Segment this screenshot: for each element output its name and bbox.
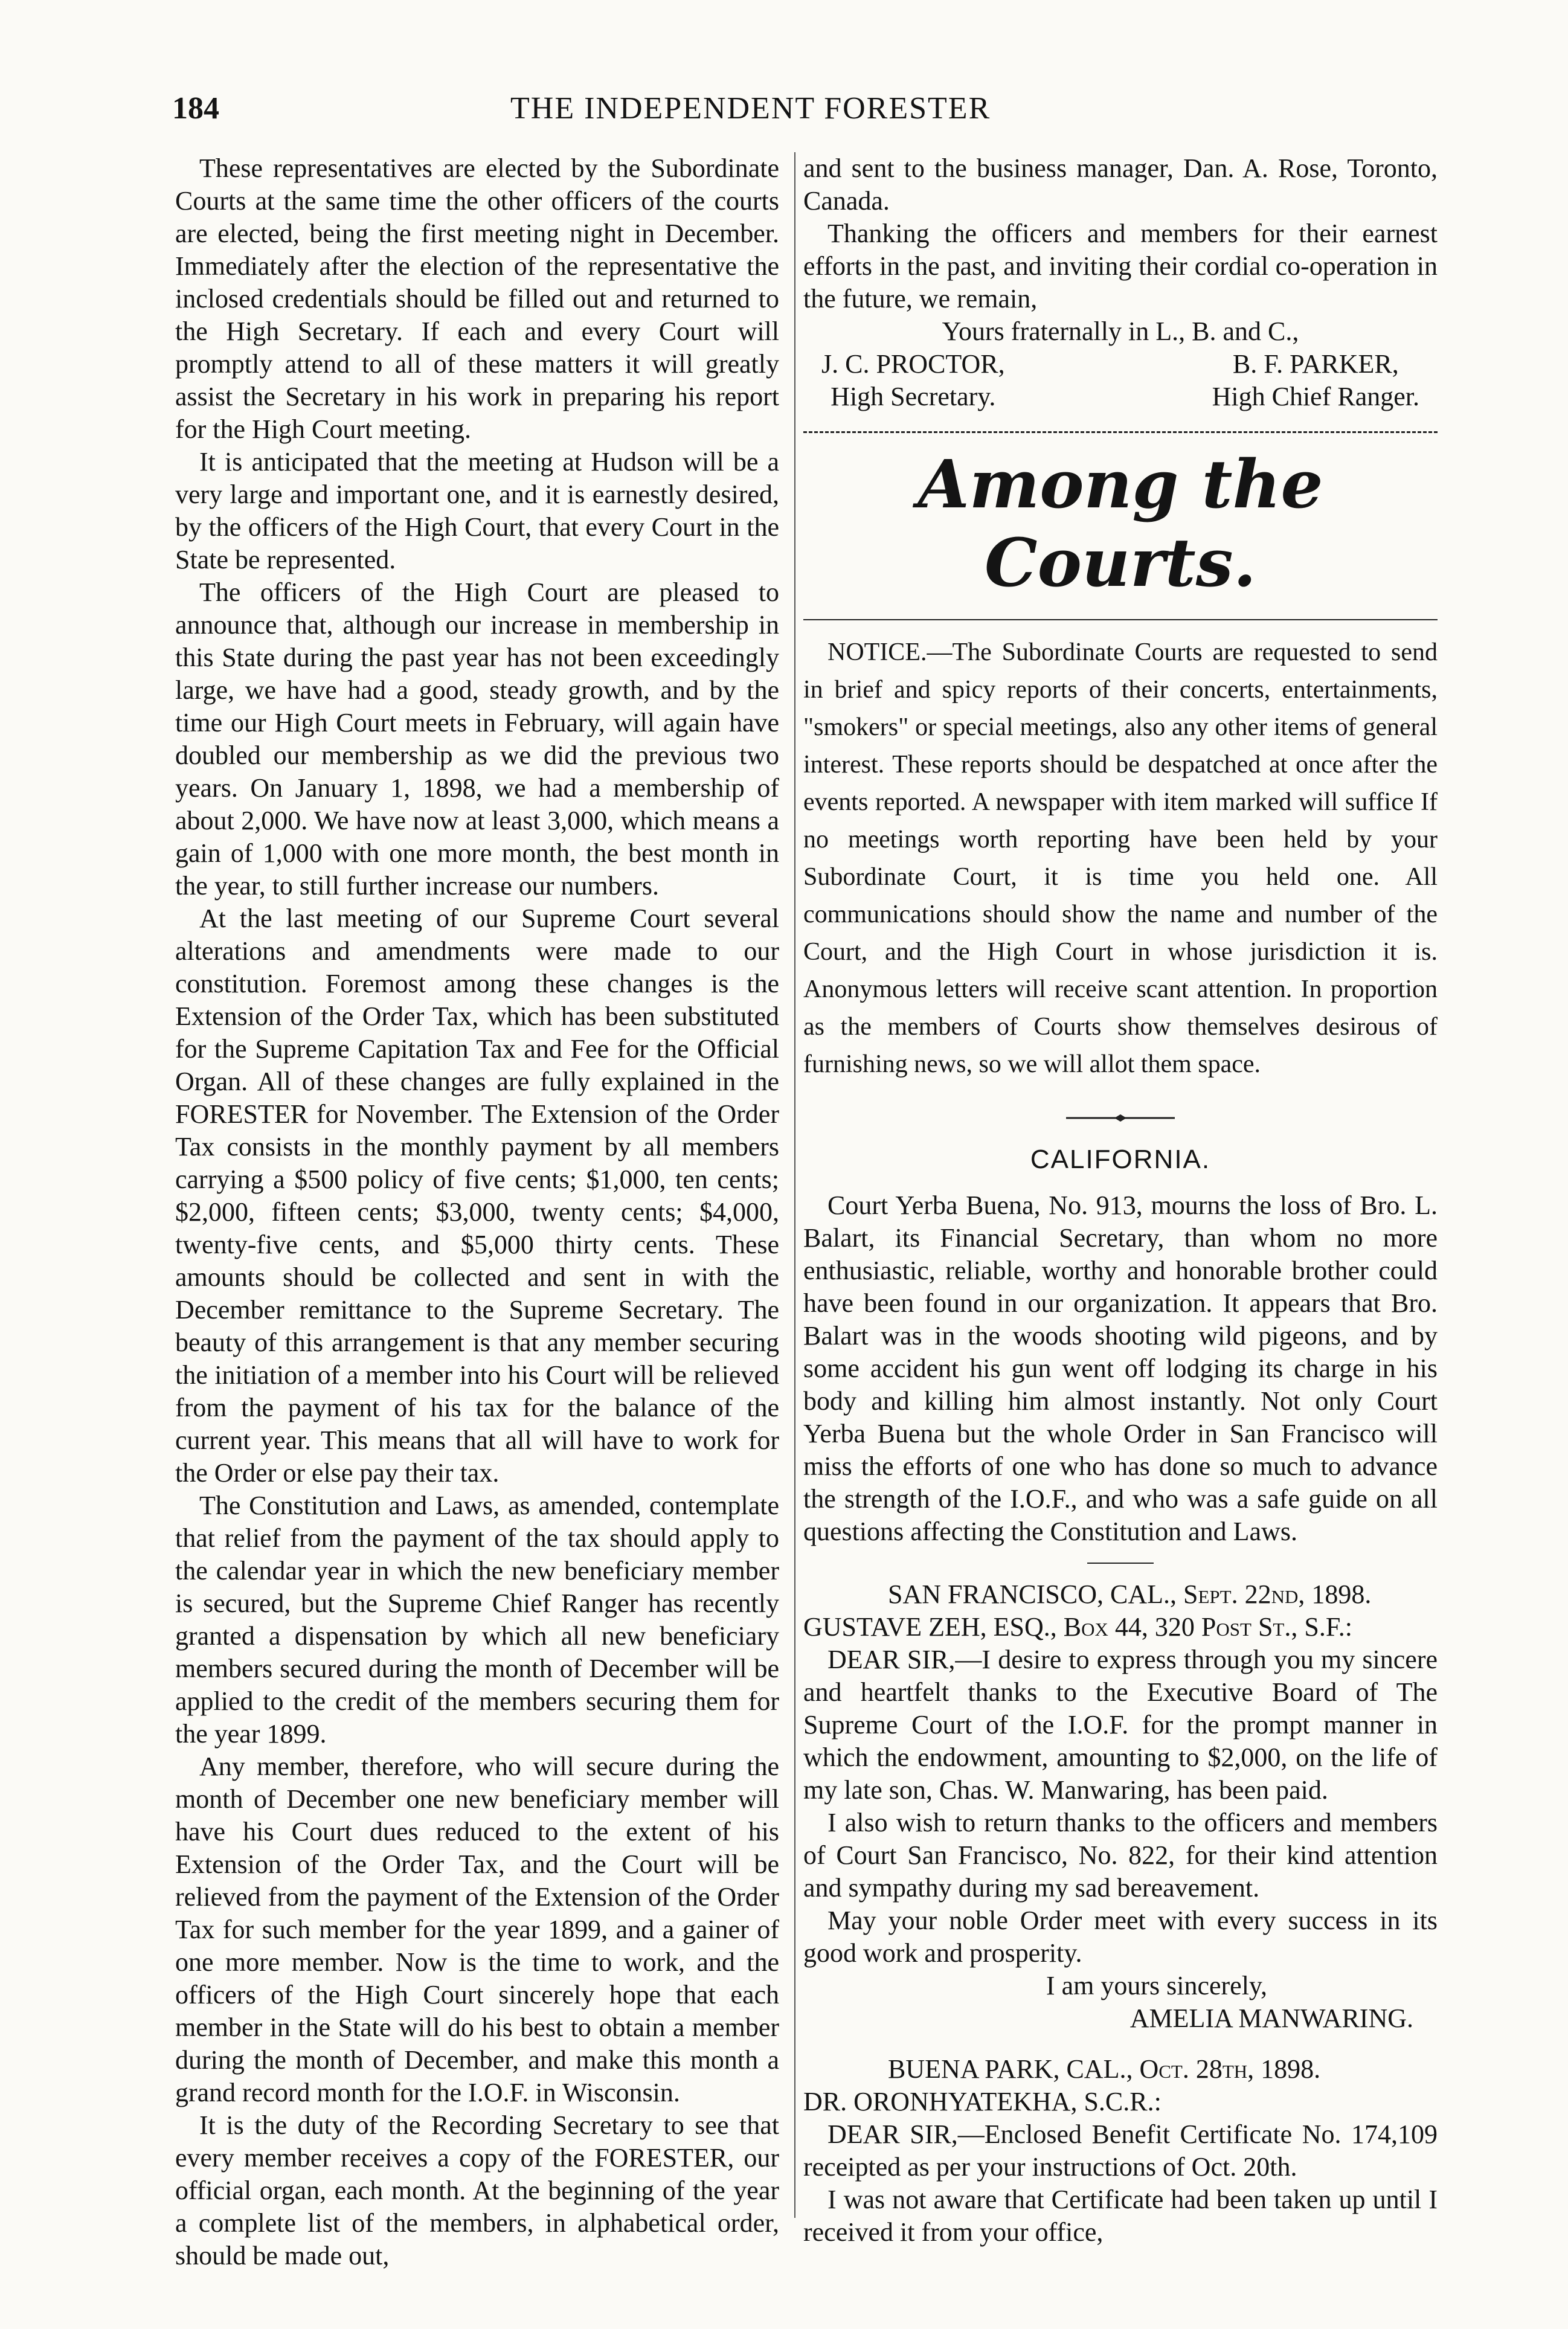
signer-title: High Secretary. bbox=[831, 382, 996, 411]
article-paragraph: It is anticipated that the meeting at Hudson will be a very large and important one, and it is earnestly desired, by the officers of the High Court, that every Court in the State be represented. bbox=[175, 447, 779, 574]
letter-paragraph: I was not aware that Certificate had been taken up until I received it from your office, bbox=[803, 2185, 1438, 2247]
letter-paragraph: DEAR SIR,—Enclosed Benefit Certificate No. 174,109 receipted as per your instructions of Oct. 20th. bbox=[803, 2119, 1438, 2182]
article-paragraph: The Constitution and Laws, as amended, contemplate that relief from the payment of the tax should apply to the calendar year in which the new beneficiary member is secured, but the Supreme Chief Ranger has recently granted a dispensation by which all new beneficiary members secured during the month of December will be applied to the credit of the members securing them for the year 1899. bbox=[175, 1491, 779, 1749]
letter-address: DR. ORONHYATEKHA, S.C.R.: bbox=[803, 2087, 1162, 2116]
article-paragraph: At the last meeting of our Supreme Court several alterations and amendments were made to our constitution. Foremost among these changes is the Extension of the Order Tax, which has been substituted for the Supreme Capitation Tax and Fee for the Official Organ. All of these changes are fully explained in the FORESTER for November. The Extension of the Order Tax consists in the monthly payment by all members carrying a $500 policy of five cents; $1,000, ten cents; $2,000, fifteen cents; $3,000, twenty cents; $4,000, twenty-five cents, and $5,000 thirty cents. These amounts should be collected and sent in with the December remittance to the Supreme Secretary. The beauty of this arrangement is that any member securing the initiation of a member into his Court will be relieved from the payment of his tax for the balance of the current year. This means that all will have to work for the Order or else pay their tax. bbox=[175, 904, 779, 1488]
signer-proctor bbox=[821, 348, 1005, 413]
letter-address: GUSTAVE ZEH, ESQ., Box 44, 320 Post St., S.F.: bbox=[803, 1612, 1352, 1642]
signature-block bbox=[803, 348, 1438, 413]
thanks-paragraph: Thanking the officers and members for their earnest efforts in the past, and inviting their cordial co-operation in the future, we remain, bbox=[803, 219, 1438, 313]
notice-paragraph: NOTICE.—The Subordinate Courts are requested to send in brief and spicy reports of their concerts, entertainments, "smokers" or special meetings, also any other items of general interest. These reports should be despatched at once after the events reported. A newspaper with item marked will suffice If no meetings worth reporting have been held by your Subordinate Court, it is time you held one. All communications should show the name and number of the Court, and the High Court in whose jurisdiction it is. Anonymous letters will receive scant attention. In proportion as the members of Courts show themselves desirous of furnishing news, so we will allot them space. bbox=[803, 638, 1438, 1078]
signer-parker bbox=[1212, 348, 1419, 413]
column-divider bbox=[794, 152, 795, 2218]
continued-paragraph: and sent to the business manager, Dan. A. Rose, Toronto, Canada. bbox=[803, 153, 1438, 216]
report-paragraph: Court Yerba Buena, No. 913, mourns the loss of Bro. L. Balart, its Financial Secretary, than whom no more enthusiastic, reliable, worthy and honorable brother could have been found in our organization. It appears that Bro. Balart was in the woods shooting wild pigeons, and by some accident his gun went off lodging its charge in his body and killing him almost instantly. Not only Court Yerba Buena but the whole Order in San Francisco will miss the efforts of one who has done so much to advance the strength of the I.O.F., and who was a safe guide on all questions affecting the Constitution and Laws. bbox=[803, 1190, 1438, 1546]
letter-paragraph: May your noble Order meet with every success in its good work and prosperity. bbox=[803, 1906, 1438, 1968]
article-paragraph: Any member, therefore, who will secure during the month of December one new beneficiary member will have his Court dues reduced to the extent of his Extension of the Order Tax, and the Court will be relieved from the payment of the Extension of the Order Tax for such member for the year 1899, and a gainer of one more member. Now is the time to work, and the officers of the High Court sincerely hope that each member in the State will do his best to obtain a member during the month of December, and make this month a grand record month for the I.O.F. in Wisconsin. bbox=[175, 1752, 779, 2107]
ornament-divider bbox=[803, 1100, 1438, 1132]
letter-dateline: SAN FRANCISCO, CAL., Sept. 22nd, 1898. bbox=[888, 1579, 1372, 1609]
page-number: 184 bbox=[172, 91, 219, 126]
section-rule bbox=[803, 619, 1438, 620]
left-column bbox=[175, 152, 779, 2272]
letter-closing: I am yours sincerely, bbox=[1046, 1971, 1268, 2000]
journal-title: THE INDEPENDENT FORESTER bbox=[510, 91, 991, 126]
section-rule bbox=[803, 431, 1438, 433]
letter-dateline: BUENA PARK, CAL., Oct. 28th, 1898. bbox=[888, 2054, 1321, 2084]
letter-signature: AMELIA MANWARING. bbox=[1129, 2003, 1413, 2033]
short-rule bbox=[1087, 1563, 1154, 1564]
section-title: Among the Courts. bbox=[917, 445, 1323, 602]
signer-name: J. C. PROCTOR, bbox=[821, 349, 1005, 379]
article-paragraph: These representatives are elected by the Subordinate Courts at the same time the other officers of the courts are elected, being the first meeting night in December. Immediately after the election of the representative the inclosed credentials should be filled out and returned to the High Secretary. If each and every Court will promptly attend to all of these matters it will greatly assist the Secretary in his work in preparing his report for the High Court meeting. bbox=[175, 153, 779, 444]
right-column bbox=[803, 152, 1438, 2249]
signer-name: B. F. PARKER, bbox=[1232, 349, 1399, 379]
letter-paragraph: I also wish to return thanks to the officers and members of Court San Francisco, No. 822, for their kind attention and sympathy during my sad bereavement. bbox=[803, 1808, 1438, 1903]
signer-title: High Chief Ranger. bbox=[1212, 382, 1419, 411]
closing-line: Yours fraternally in L., B. and C., bbox=[942, 316, 1299, 346]
article-paragraph: The officers of the High Court are pleased to announce that, although our increase in membership in this State during the past year has not been exceedingly large, we have had a good, steady growth, and by the time our High Court meets in February, will again have doubled our membership as we did the previous two years. On January 1, 1898, we had a membership of about 2,000. We have now at least 3,000, which means a gain of 1,000 with one more month, the best month in the year, to still further increase our numbers. bbox=[175, 577, 779, 901]
letter-paragraph: DEAR SIR,—I desire to express through you my sincere and heartfelt thanks to the Executive Board of The Supreme Court of the I.O.F. for the prompt manner in which the endowment, amounting to $2,000, on the life of my late son, Chas. W. Manwaring, has been paid. bbox=[803, 1645, 1438, 1805]
article-paragraph: It is the duty of the Recording Secretary to see that every member receives a copy of the FORESTER, our official organ, each month. At the beginning of the year a complete list of the members, in alphabetical order, should be made out, bbox=[175, 2110, 779, 2270]
state-heading: CALIFORNIA. bbox=[1030, 1145, 1211, 1174]
page-header bbox=[172, 91, 1435, 139]
